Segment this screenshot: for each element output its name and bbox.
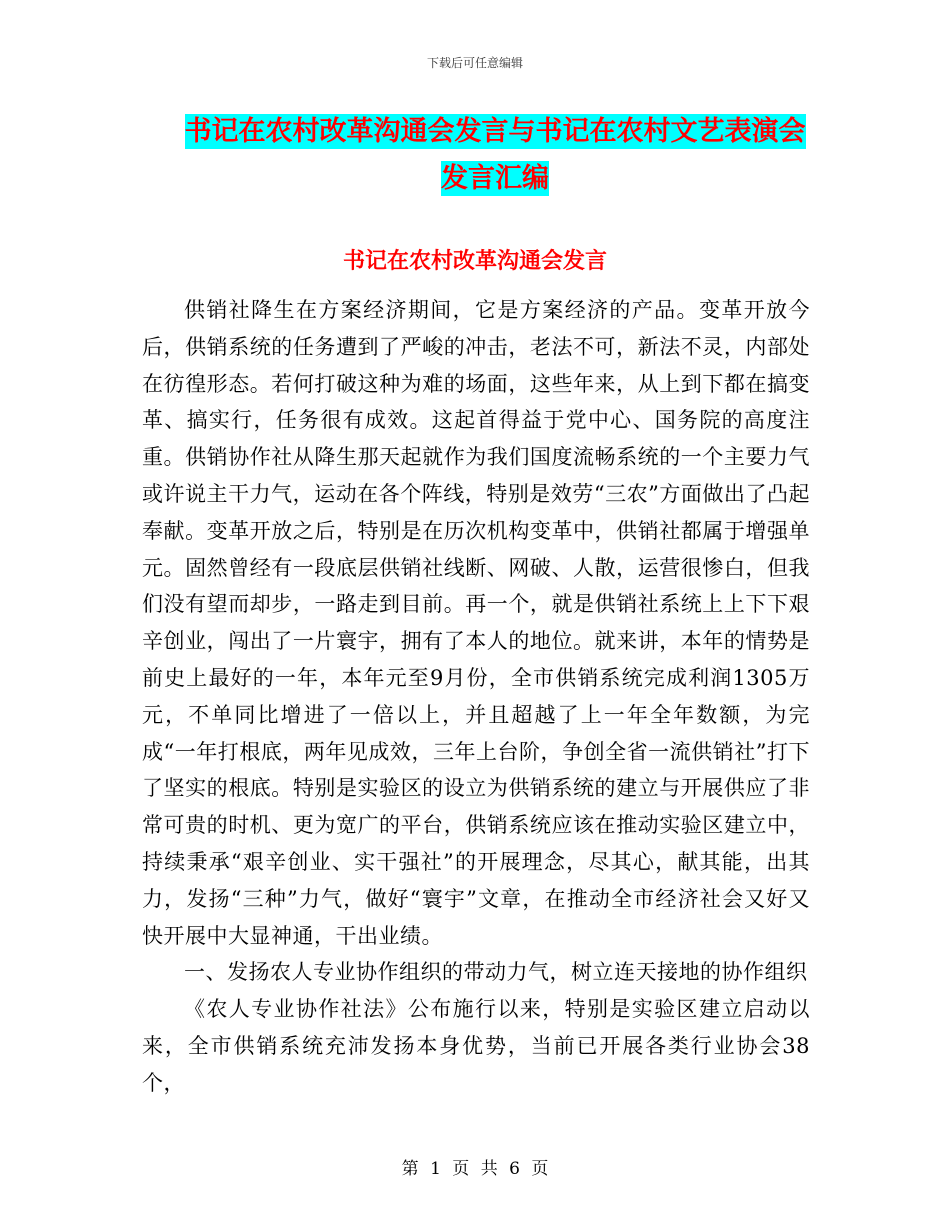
body-paragraph: 《农人专业协作社法》公布施行以来，特别是实验区建立启动以来，全市供销系统充沛发扬本身优势，当前已开展各类行业协会38个， <box>142 997 810 1095</box>
section-title: 书记在农村改革沟通会发言 <box>342 249 607 274</box>
document-title-line1: 书记在农村改革沟通会发言与书记在农村文艺表演会 <box>184 116 806 147</box>
page-header-note: 下载后可任意编辑 <box>426 56 523 70</box>
document-body <box>142 292 810 1102</box>
document-title-line2: 发言汇编 <box>441 163 549 194</box>
page-number: 第 1 页 共 6 页 <box>401 1159 549 1179</box>
body-paragraph: 供销社降生在方案经济期间，它是方案经济的产品。变革开放今后，供销系统的任务遭到了严峻的冲击，老法不可，新法不灵，内部处在彷徨形态。若何打破这种为难的场面，这些年来，从上到下都在搞变革、搞实行，任务很有成效。这起首得益于党中心、国务院的高度注重。供销协作社从降生那天起就作为我们国度流畅系统的一个主要力气或许说主干力气，运动在各个阵线，特别是效劳“三农”方面做出了凸起奉献。变革开放之后，特别是在历次机构变革中，供销社都属于增强单元。固然曾经有一段底层供销社线断、网破、人散，运营很惨白，但我们没有望而却步，一路走到目前。再一个，就是供销社系统上上下下艰辛创业，闯出了一片寰宇，拥有了本人的地位。就来讲，本年的情势是前史上最好的一年，本年元至9月份，全市供销系统完成利润1305万元，不单同比增进了一倍以上，并且超越了上一年全年数额，为完成“一年打根底，两年见成效，三年上台阶，争创全省一流供销社”打下了坚实的根底。特别是实验区的设立为供销系统的建立与开展供应了非常可贵的时机、更为宽广的平台，供销系统应该在推动实验区建立中，持续秉承“艰辛创业、实干强社”的开展理念，尽其心，献其能，出其力，发扬“三种”力气，做好“寰宇”文章，在推动全市经济社会又好又快开展中大显神通，干出业绩。 <box>142 298 810 948</box>
body-paragraph: 一、发扬农人专业协作组织的带动力气，树立连天接地的协作组织 <box>184 960 808 985</box>
document-title <box>140 108 850 202</box>
